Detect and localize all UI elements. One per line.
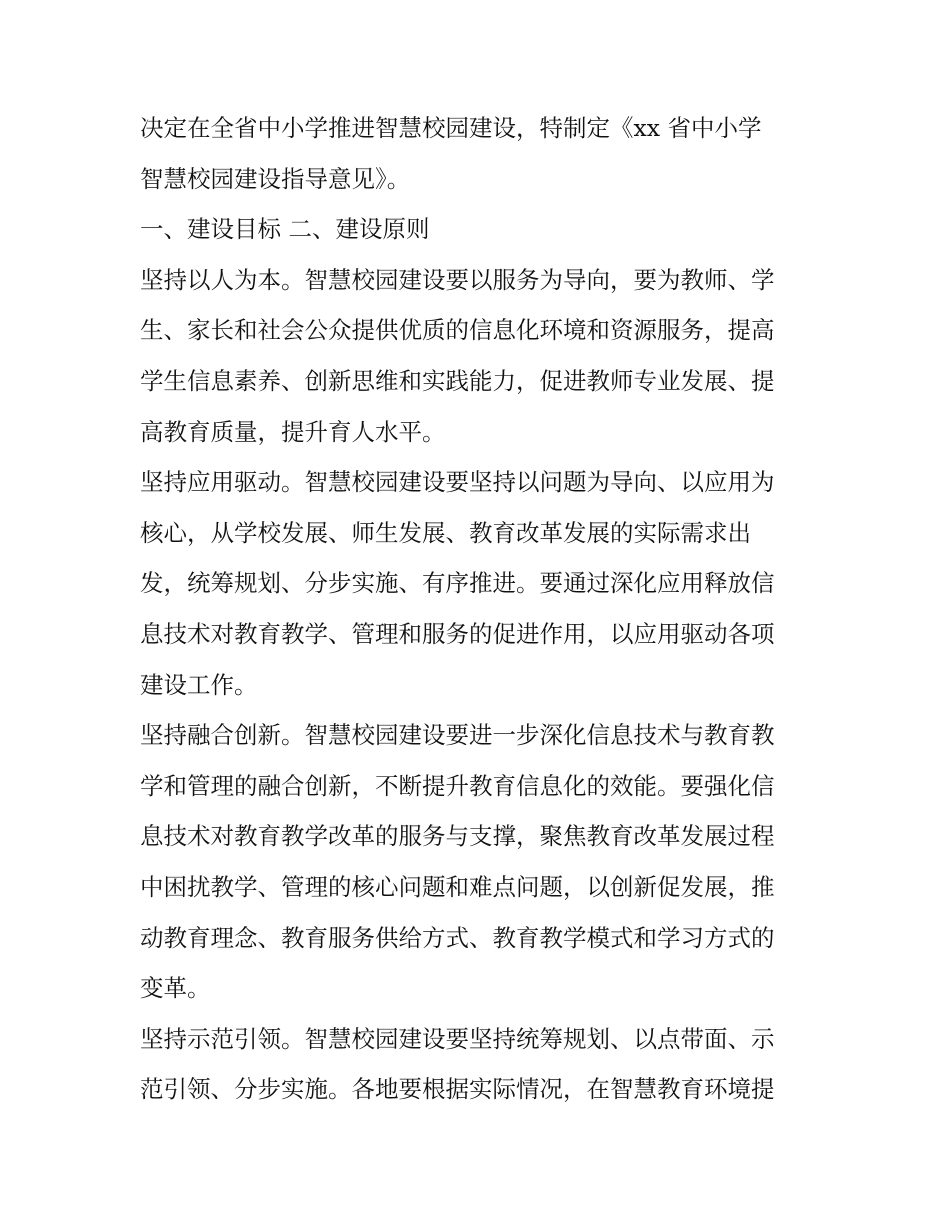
text-line: 学生信息素养、创新思维和实践能力，促进教师专业发展、提 — [140, 366, 775, 395]
text-line: 坚持以人为本。智慧校园建设要以服务为导向，要为教师、学 — [140, 265, 775, 294]
text-line: 息技术对教育教学、管理和服务的促进作用，以应用驱动各项 — [140, 619, 775, 648]
text-line: 智慧校园建设指导意见》。 — [140, 164, 411, 193]
text-line: 核心，从学校发展、师生发展、教育改革发展的实际需求出 — [140, 518, 751, 547]
text-line: 高教育质量，提升育人水平。 — [140, 417, 446, 446]
text-line: 坚持应用驱动。智慧校园建设要坚持以问题为导向、以应用为 — [140, 468, 775, 497]
text-line: 变革。 — [140, 974, 211, 1003]
document-body — [140, 103, 812, 1115]
text-line: 学和管理的融合创新，不断提升教育信息化的效能。要强化信 — [140, 771, 775, 800]
text-line: 建设工作。 — [140, 670, 258, 699]
text-line: 动教育理念、教育服务供给方式、教育教学模式和学习方式的 — [140, 923, 775, 952]
text-line: 生、家长和社会公众提供优质的信息化环境和资源服务，提高 — [140, 316, 775, 345]
text-line: 发，统筹规划、分步实施、有序推进。要通过深化应用释放信 — [140, 569, 775, 598]
text-line: 坚持示范引领。智慧校园建设要坚持统筹规划、以点带面、示 — [140, 1024, 775, 1053]
text-line: 决定在全省中小学推进智慧校园建设，特制定《xx 省中小学 — [140, 114, 762, 142]
text-line: 坚持融合创新。智慧校园建设要进一步深化信息技术与教育教 — [140, 721, 775, 750]
text-line: 范引领、分步实施。各地要根据实际情况，在智慧教育环境提 — [140, 1075, 775, 1104]
section-heading: 一、建设目标 二、建设原则 — [140, 215, 430, 244]
text-line: 中困扰教学、管理的核心问题和难点问题，以创新促发展，推 — [140, 872, 775, 901]
text-line: 息技术对教育教学改革的服务与支撑，聚焦教育改革发展过程 — [140, 822, 775, 851]
